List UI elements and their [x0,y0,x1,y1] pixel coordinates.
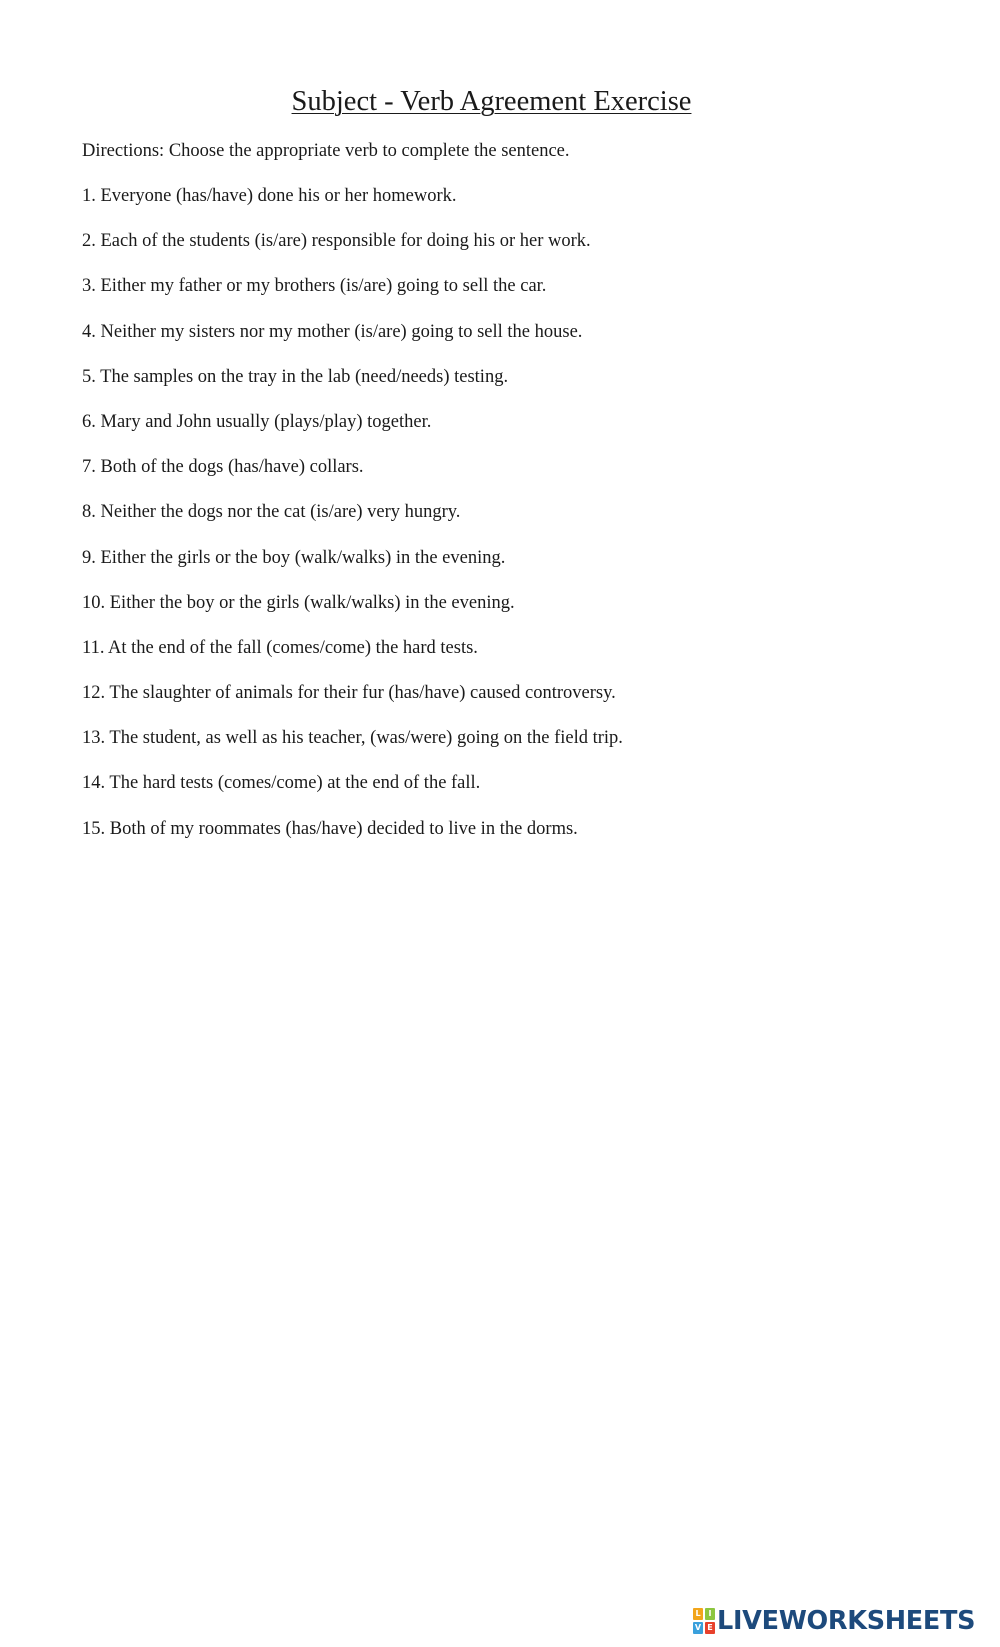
question-item: 4. Neither my sisters nor my mother (is/are) going to sell the house. [82,321,583,342]
question-item: 9. Either the girls or the boy (walk/walks) in the evening. [82,547,506,568]
liveworksheets-logo-icon [693,1608,715,1634]
logo-letter: V [694,1623,702,1632]
logo-letter: I [705,1608,715,1620]
question-item: 1. Everyone (has/have) done his or her homework. [82,186,457,206]
question-item: 5. The samples on the tray in the lab (need/needs) testing. [82,366,509,387]
question-item: 6. Mary and John usually (plays/play) together. [82,411,432,432]
question-item: 13. The student, as well as his teacher, (was/were) going on the field trip. [82,728,623,749]
question-item: 11. At the end of the fall (comes/come) the hard tests. [82,637,478,658]
worksheet-directions: Directions: Choose the appropriate verb to complete the sentence. [82,141,570,161]
question-list [82,184,623,862]
question-item: 15. Both of my roommates (has/have) decided to live in the dorms. [82,818,578,839]
logo-letter: E [705,1622,715,1634]
logo-letter: L [693,1608,703,1620]
worksheet-title: Subject - Verb Agreement Exercise [291,86,692,117]
question-item: 8. Neither the dogs nor the cat (is/are) very hungry. [82,502,461,523]
question-item: 3. Either my father or my brothers (is/are) going to sell the car. [82,276,547,297]
liveworksheets-logo[interactable] [693,1605,975,1637]
question-item: 14. The hard tests (comes/come) at the end of the fall. [82,773,481,794]
question-item: 2. Each of the students (is/are) responsible for doing his or her work. [82,231,591,252]
question-item: 10. Either the boy or the girls (walk/walks) in the evening. [82,592,515,613]
liveworksheets-logo-text: LIVEWORKSHEETS [717,1606,976,1636]
question-item: 12. The slaughter of animals for their fur (has/have) caused controversy. [82,683,616,704]
question-item: 7. Both of the dogs (has/have) collars. [82,457,364,478]
